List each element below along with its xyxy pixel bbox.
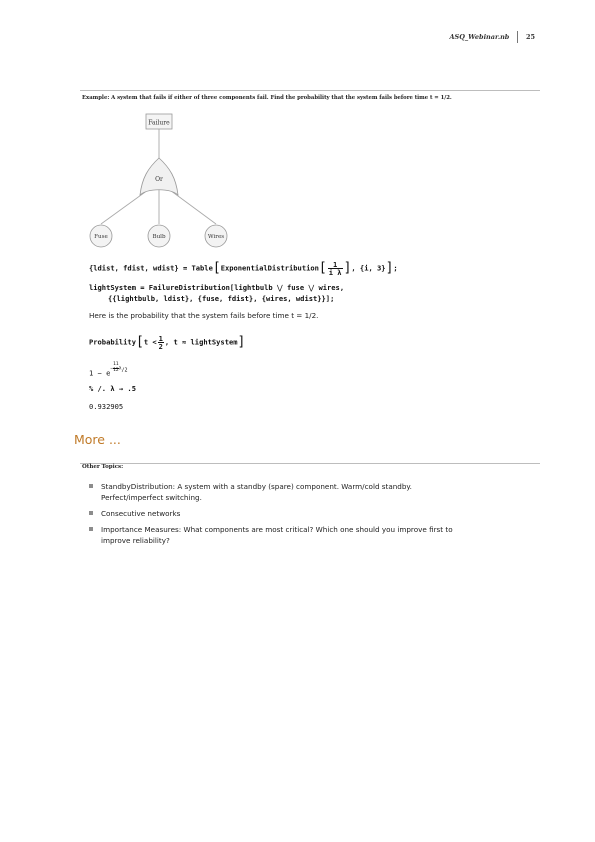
bullet-square-icon: [89, 511, 93, 515]
page-number: 25: [525, 33, 535, 41]
code-text: lightSystem = FailureDistribution[lightbulb: [89, 283, 277, 292]
topics-list: [88, 481, 543, 551]
output-exponent: − $\frac{11}{12}$ λ: [110, 362, 122, 373]
code-text: t <: [143, 337, 157, 347]
list-item: [88, 524, 543, 546]
exponent-denominator: 12: [113, 367, 119, 373]
code-text: fuse: [282, 283, 309, 292]
code-output-value: 0.932905: [89, 402, 124, 411]
section-rule-top: [80, 90, 540, 91]
page-header: [449, 30, 535, 44]
code-text: ;: [393, 263, 398, 273]
bracket-open: [: [318, 260, 327, 276]
fraction-numerator: 1: [158, 334, 163, 343]
code-text: wires,: [314, 283, 345, 292]
bullet-square-icon: [89, 527, 93, 531]
other-topics-heading: Other Topics:: [82, 464, 124, 470]
output-base: 1 − e: [89, 368, 111, 378]
fuse-node-label: Fuse: [94, 234, 108, 241]
bracket-close: ]: [385, 260, 394, 276]
bracket-open: [: [212, 260, 221, 276]
exponent-lambda: λ: [118, 366, 122, 372]
bracket-open: [: [135, 334, 144, 350]
list-item: [88, 481, 543, 503]
code-input-table: [89, 261, 398, 276]
code-text: ExponentialDistribution: [220, 263, 319, 273]
list-item-text: Consecutive networks: [101, 509, 181, 518]
code-output-expression: [89, 363, 128, 379]
list-item: [88, 508, 543, 519]
or-symbol: ⋁: [276, 283, 283, 292]
more-section-heading: More ...: [74, 432, 121, 447]
exponent-numerator: 11: [113, 362, 119, 367]
fraction: [158, 335, 164, 350]
fraction: [328, 261, 343, 276]
code-input-failure-distribution: [89, 282, 344, 293]
code-text: {ldist, fdist, wdist} = Table: [89, 263, 213, 273]
list-item-text: StandbyDistribution: A system with a standby (spare) component. Warm/cold standby.: [101, 482, 412, 491]
bullet-square-icon: [89, 484, 93, 488]
exponent-slash: /2: [121, 367, 128, 374]
list-item-text: improve reliability?: [101, 536, 170, 545]
fraction-denominator: i λ: [328, 268, 342, 277]
list-item-text: Perfect/imperfect switching.: [101, 493, 202, 502]
or-gate-label: Or: [155, 176, 163, 183]
fault-tree-diagram: [85, 112, 245, 252]
bulb-node-label: Bulb: [152, 234, 166, 241]
fraction-denominator: 2: [158, 342, 163, 351]
explanation-text: Here is the probability that the system fails before time t = 1/2.: [89, 311, 319, 320]
bracket-close: ]: [343, 260, 352, 276]
notebook-filename: ASQ_Webinar.nb: [449, 33, 510, 41]
bracket-close: ]: [237, 334, 246, 350]
wires-node-label: Wires: [207, 234, 225, 241]
code-input-substitution: % /. λ → .5: [89, 384, 136, 393]
code-text: Probability: [89, 337, 136, 347]
fraction-numerator: 1: [328, 261, 343, 269]
section-rule-more: [80, 463, 540, 464]
example-statement: Example: A system that fails if either of three components fail. Find the probability that the system fails before time t = 1/2.: [82, 95, 452, 101]
or-symbol: ⋁: [308, 283, 315, 292]
failure-node-label: Failure: [148, 119, 170, 127]
code-text: , {i, 3}: [351, 263, 386, 273]
code-text: , t ≈ lightSystem: [164, 337, 238, 347]
code-input-component-list: {{lightbulb, ldist}, {fuse, fdist}, {wires, wdist}}];: [108, 294, 335, 303]
header-separator: [517, 31, 518, 43]
code-input-probability: [89, 335, 245, 350]
list-item-text: Importance Measures: What components are most critical? Which one should you improve first to: [101, 525, 453, 534]
